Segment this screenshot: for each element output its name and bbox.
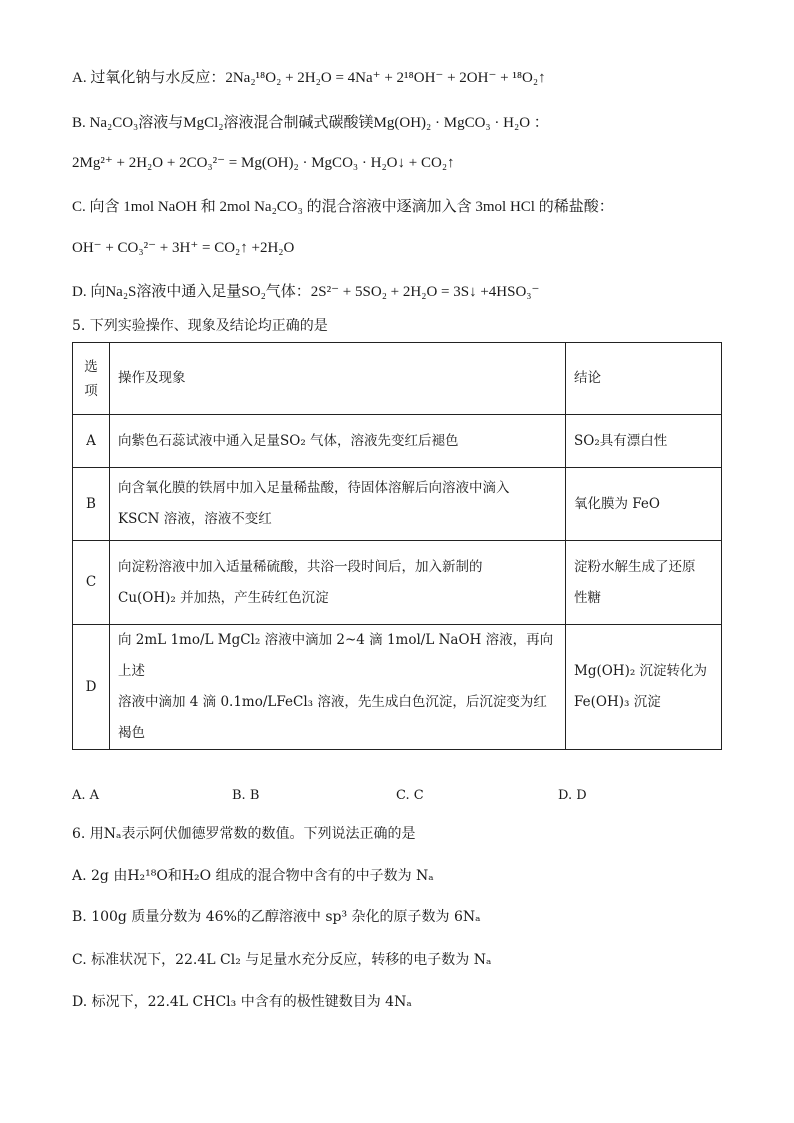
answer-choice-c: C. C bbox=[396, 788, 424, 803]
q4-option-b-text: B. Na₂CO₃溶液与MgCl₂溶液混合制碱式碳酸镁Mg(OH)₂ · MgCO₃ · H₂O ： bbox=[72, 115, 549, 131]
q4-option-c-text: C. 向含 1mol NaOH 和 2mol Na₂CO₃ 的混合溶液中逐滴加入含 3mol HCl 的稀盐酸： bbox=[72, 199, 614, 215]
answer-choice-b: B. B bbox=[232, 788, 260, 803]
row-operation: 向紫色石蕊试液中通入足量SO₂ 气体，溶液先变红后褪色 bbox=[110, 415, 566, 468]
q6-option-b: B. 100g 质量分数为 46%的乙醇溶液中 sp³ 杂化的原子数为 6Nₐ bbox=[72, 909, 481, 925]
q4-option-a: A. 过氧化钠与水反应：2Na₂¹⁸O₂ + 2H₂O = 4Na⁺ + 2¹⁸OH⁻ + 2OH⁻ + ¹⁸O₂↑ bbox=[72, 70, 546, 86]
answer-choice-a: A. A bbox=[72, 788, 100, 803]
table-row bbox=[73, 541, 722, 625]
row-option: C bbox=[73, 541, 110, 625]
row-option: B bbox=[73, 468, 110, 541]
header-conclusion: 结论 bbox=[566, 343, 722, 415]
header-option-line1: 选 bbox=[84, 358, 98, 375]
q4-option-b-equation: 2Mg²⁺ + 2H₂O + 2CO₃²⁻ = Mg(OH)₂ · MgCO₃ · H₂O↓ + CO₂↑ bbox=[72, 155, 455, 171]
table-row bbox=[73, 468, 722, 541]
q4-option-d: D. 向Na₂S溶液中通入足量SO₂气体：2S²⁻ + 5SO₂ + 2H₂O = 3S↓ +4HSO₃⁻ bbox=[72, 284, 540, 300]
q6-title: 6. 用Nₐ表示阿伏伽德罗常数的数值。下列说法正确的是 bbox=[72, 826, 416, 842]
row-conclusion: Mg(OH)₂ 沉淀转化为 Fe(OH)₃ 沉淀 bbox=[566, 625, 722, 750]
table-row bbox=[73, 625, 722, 750]
row-option: D bbox=[73, 625, 110, 750]
row-operation: 向 2mL 1mo/L MgCl₂ 溶液中滴加 2~4 滴 1mol/L NaOH 溶液，再向上述 溶液中滴加 4 滴 0.1mo/LFeCl₃ 溶液，先生成白色沉淀，后沉淀变为红 褐色 bbox=[110, 625, 566, 750]
header-operation: 操作及现象 bbox=[110, 343, 566, 415]
q6-option-a: A. 2g 由H₂¹⁸O和H₂O 组成的混合物中含有的中子数为 Nₐ bbox=[72, 868, 434, 884]
q4-option-c-equation: OH⁻ + CO₃²⁻ + 3H⁺ = CO₂↑ +2H₂O bbox=[72, 240, 295, 256]
row-option: A bbox=[73, 415, 110, 468]
row-operation: 向淀粉溶液中加入适量稀硫酸，共浴一段时间后，加入新制的 Cu(OH)₂ 并加热，产生砖红色沉淀 bbox=[110, 541, 566, 625]
row-operation: 向含氧化膜的铁屑中加入足量稀盐酸，待固体溶解后向溶液中滴入 KSCN 溶液，溶液不变红 bbox=[110, 468, 566, 541]
q5-experiment-table bbox=[72, 342, 722, 750]
header-option bbox=[73, 343, 110, 415]
row-conclusion: 淀粉水解生成了还原 性糖 bbox=[566, 541, 722, 625]
q6-option-c: C. 标准状况下，22.4L Cl₂ 与足量水充分反应，转移的电子数为 Nₐ bbox=[72, 952, 492, 968]
row-conclusion: SO₂具有漂白性 bbox=[566, 415, 722, 468]
row-conclusion: 氧化膜为 FeO bbox=[566, 468, 722, 541]
table-row bbox=[73, 415, 722, 468]
q6-option-d: D. 标况下，22.4L CHCl₃ 中含有的极性键数目为 4Nₐ bbox=[72, 994, 412, 1010]
q5-title: 5. 下列实验操作、现象及结论均正确的是 bbox=[72, 318, 328, 334]
header-option-line2: 项 bbox=[84, 382, 98, 399]
table-header-row bbox=[73, 343, 722, 415]
answer-choice-d: D. D bbox=[558, 788, 587, 803]
